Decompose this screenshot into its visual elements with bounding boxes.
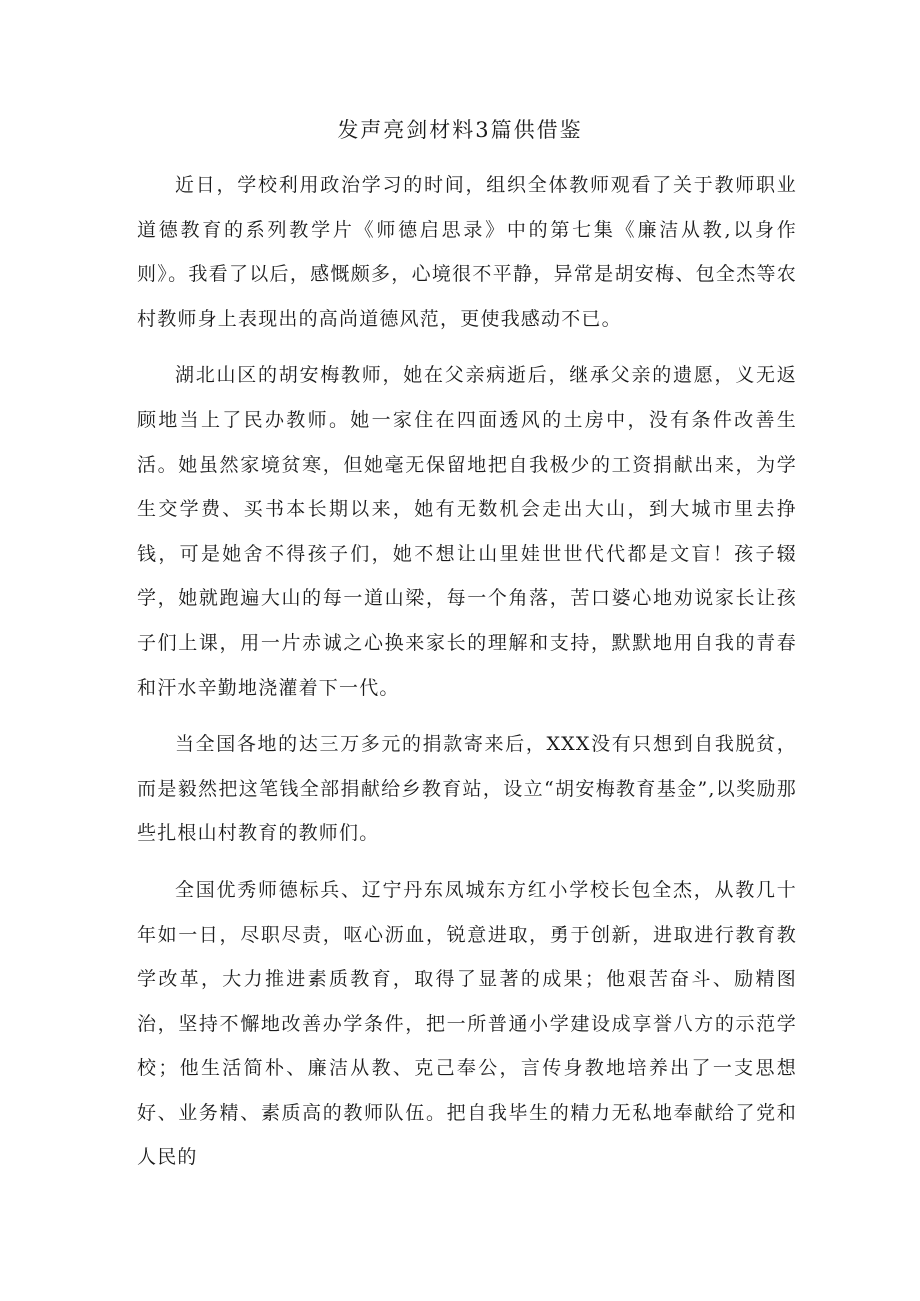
paragraph-2: 湖北山区的胡安梅教师，她在父亲病逝后，继承父亲的遗愿，义无返顾地当上了民办教师。她一家住在四面透风的土房中，没有条件改善生活。她虽然家境贫寒，但她毫无保留地把自我极少的工资捐献出来，为学生交学费、买书本长期以来，她有无数机会走出大山，到大城市里去挣钱，可是她舍不得孩子们，她不想让山里娃世世代代都是文盲！孩子辍学，她就跑遍大山的每一道山梁，每一个角落，苦口婆心地劝说家长让孩子们上课，用一片赤诚之心换来家长的理解和支持，默默地用自我的青春和汗水辛勤地浇灌着下一代。 — [137, 364, 797, 699]
paragraph-3: 当全国各地的达三万多元的捐款寄来后，XXX没有只想到自我脱贫，而是毅然把这笔钱全部捐献给乡教育站，设立“胡安梅教育基金”,以奖励那些扎根山村教育的教师们。 — [137, 733, 797, 845]
document-title: 发声亮剑材料3篇供借鉴 — [337, 118, 583, 142]
paragraph-1: 近日，学校利用政治学习的时间，组织全体教师观看了关于教师职业道德教育的系列教学片《师德启思录》中的第七集《廉洁从教,以身作则》。我看了以后，感慨颇多，心境很不平静，异常是胡安梅、包全杰等农村教师身上表现出的高尚道德风范，更使我感动不已。 — [137, 174, 797, 330]
paragraph-4: 全国优秀师德标兵、辽宁丹东凤城东方红小学校长包全杰，从教几十年如一日，尽职尽责，呕心沥血，锐意进取，勇于创新，进取进行教育教学改革，大力推进素质教育，取得了显著的成果；他艰苦奋斗、励精图治，坚持不懈地改善办学条件，把一所普通小学建设成享誉八方的示范学校；他生活简朴、廉洁从教、克己奉公，言传身教地培养出了一支思想好、业务精、素质高的教师队伍。把自我毕生的精力无私地奉献给了党和人民的 — [137, 878, 797, 1169]
document-body — [137, 163, 797, 1192]
